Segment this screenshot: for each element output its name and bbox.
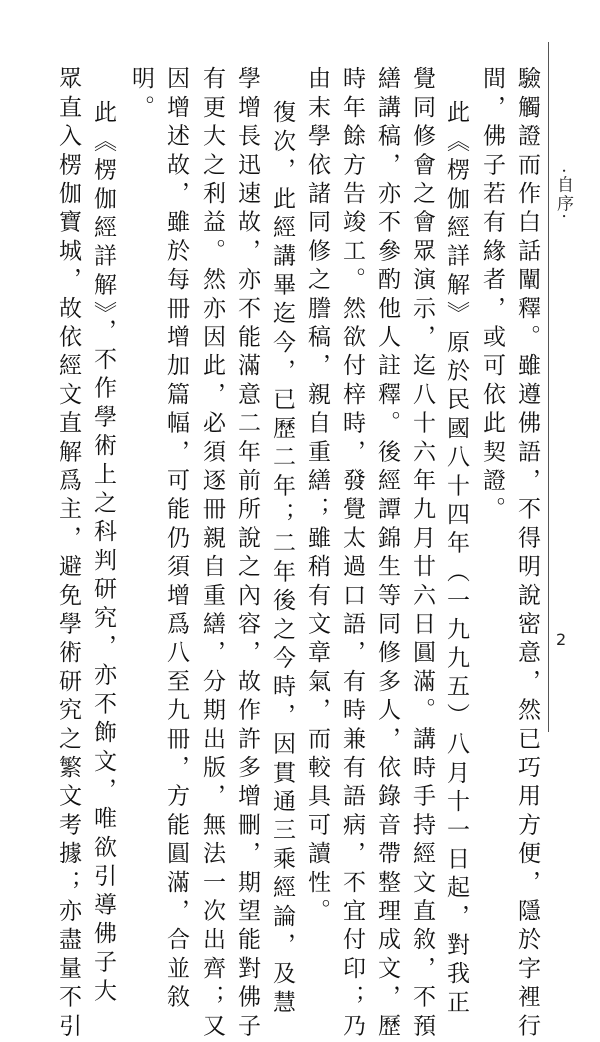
page-number: 2 xyxy=(556,630,567,649)
margin-divider-line xyxy=(548,42,549,732)
text-column-13: 此《楞伽經詳解》，不作學術上之科判研究，亦不飾文，唯欲引導佛子大 xyxy=(90,100,116,1007)
text-column-7: 由末學依諸同修之謄稿，親自重繕；雖稍有文章氣，而較具可讀性。 xyxy=(304,66,330,927)
text-column-5: 繕講稿，亦不參酌他人註釋。後經譚錦生等同修多人，依錄音帶整理成文，歷 xyxy=(374,66,400,1042)
text-column-14: 眾直入楞伽寶城，故依經文直解爲主，避免學術研究之繁文考據；亦盡量不引 xyxy=(55,66,81,1042)
text-column-8: 復次，此經講畢迄今，已歷二年；二年後之今時，因貫通三乘經論，及慧 xyxy=(269,100,295,1019)
text-column-3: 此《楞伽經詳解》原於民國八十四年（一九九五）八月十一日起，對我正 xyxy=(443,100,469,1019)
text-column-1: 驗觸證而作白話闡釋。雖遵佛語，不得明說密意，然已巧用方便，隱於字裡行 xyxy=(514,66,540,1042)
text-column-10: 有更大之利益。然亦因此，必須逐冊親自重繕，分期出版，無法一次出齊；又 xyxy=(199,66,225,1042)
text-column-2: 間，佛子若有緣者，或可依此契證。 xyxy=(479,66,505,526)
text-column-9: 學增長迅速故，亦不能滿意二年前所說之內容，故作許多增刪，期望能對佛子 xyxy=(234,66,260,1042)
text-column-6: 時年餘方告竣工。然欲付梓時，發覺太過口語，有時兼有語病，不宜付印；乃 xyxy=(339,66,365,1042)
text-column-4: 覺同修會之會眾演示，迄八十六年九月廿六日圓滿。講時手持經文直敘，不預 xyxy=(409,66,435,1042)
text-column-11: 因增述故，雖於每冊增加篇幅，可能仍須增爲八至九冊，方能圓滿，合並敘 xyxy=(163,66,189,1014)
text-column-12: 明。 xyxy=(128,66,154,124)
running-head: ·自序· xyxy=(553,168,573,221)
